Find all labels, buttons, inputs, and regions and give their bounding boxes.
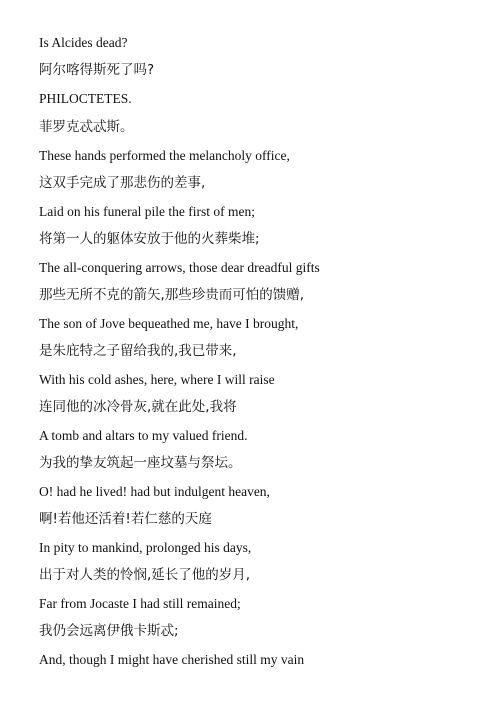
text-line-en: O! had he lived! had but indulgent heaven, — [39, 484, 270, 499]
text-line-en: In pity to mankind, prolonged his days, — [39, 540, 252, 555]
text-line-en: Laid on his funeral pile the first of men; — [39, 204, 255, 219]
text-line-zh: 将第一人的躯体安放于他的火葬柴堆; — [39, 231, 260, 247]
text-line-zh: 是朱庇特之子留给我的,我已带来, — [39, 343, 237, 359]
text-line-zh: 为我的挚友筑起一座坟墓与祭坛。 — [39, 455, 242, 471]
text-line-zh: 连同他的冰冷骨灰,就在此处,我将 — [39, 399, 237, 415]
text-line-en: And, though I might have cherished still my vain — [39, 652, 305, 667]
text-line-zh: 啊!若他还活着!若仁慈的天庭 — [39, 511, 212, 527]
text-line-en: PHILOCTETES. — [39, 91, 132, 106]
text-line-zh: 阿尔喀得斯死了吗? — [39, 62, 155, 78]
text-line-en: A tomb and altars to my valued friend. — [39, 428, 248, 443]
text-line-zh: 这双手完成了那悲伤的差事, — [39, 175, 206, 191]
text-line-en: Is Alcides dead? — [39, 35, 128, 50]
text-line-zh: 我仍会远离伊俄卡斯忒; — [39, 623, 179, 639]
text-line-en: Far from Jocaste I had still remained; — [39, 596, 241, 611]
text-line-en: The son of Jove bequeathed me, have I brought, — [39, 316, 299, 331]
text-line-zh: 菲罗克忒忒斯。 — [39, 119, 134, 135]
text-line-en: These hands performed the melancholy office, — [39, 148, 290, 163]
text-line-en: The all-conquering arrows, those dear dreadful gifts — [39, 260, 320, 275]
text-line-en: With his cold ashes, here, where I will raise — [39, 372, 275, 387]
text-line-zh: 出于对人类的怜悯,延长了他的岁月, — [39, 567, 251, 583]
text-line-zh: 那些无所不克的箭矢,那些珍贵而可怕的馈赠, — [39, 287, 305, 303]
